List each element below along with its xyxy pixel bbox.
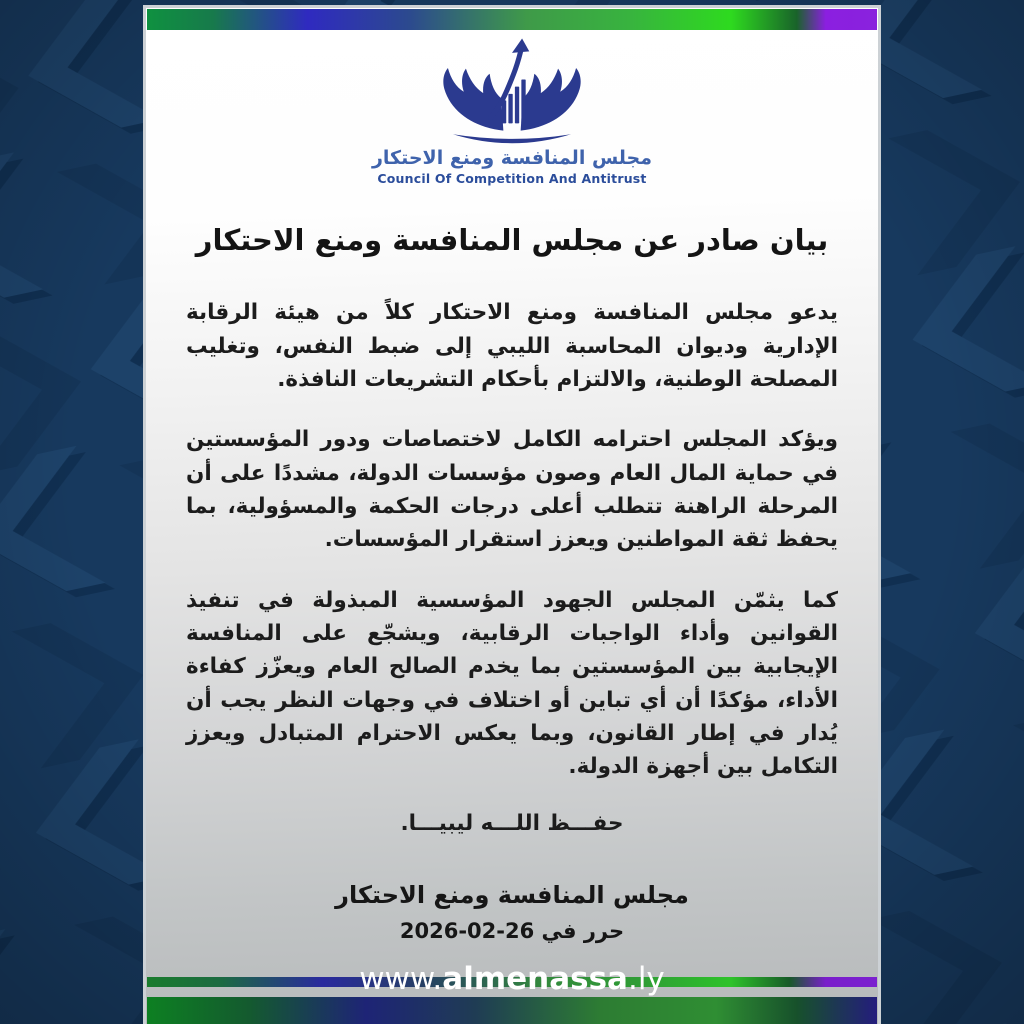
date-value: 2026-02-26 <box>399 919 535 943</box>
logo-block <box>146 37 878 187</box>
paragraph-2: ويؤكد المجلس احترامه الكامل لاختصاصات ودور المؤسستين في حماية المال العام وصون مؤسسات الدولة، مشددًا على أن المرحلة الراهنة تتطلب أعلى درجات الحكمة والمسؤولية، بما يحفظ ثقة المواطنين ويعزز استقرار المؤسسات. <box>186 427 838 553</box>
bottom-gradient-bar <box>147 997 877 1024</box>
website-url <box>146 962 878 998</box>
date-label: حرر في <box>541 919 625 943</box>
website-tld: .ly <box>627 961 665 998</box>
website-prefix: www. <box>359 961 443 998</box>
logo-english-name: Council Of Competition And Antitrust <box>377 170 647 186</box>
closing-prayer: حفـــظ اللـــه ليبيـــا. <box>400 810 624 836</box>
statement-title: بيان صادر عن مجلس المنافسة ومنع الاحتكار <box>195 223 829 258</box>
council-logo-icon <box>432 37 592 145</box>
signature-block <box>146 880 878 943</box>
signature-name: مجلس المنافسة ومنع الاحتكار <box>335 880 689 909</box>
date-line <box>146 919 878 943</box>
paragraph-1: يدعو مجلس المنافسة ومنع الاحتكار كلاً من هيئة الرقابة الإدارية وديوان المحاسبة الليبي إلى ضبط النفس، وتغليب المصلحة الوطنية، والالتزام بأحكام التشريعات النافذة. <box>186 300 838 393</box>
website-name: almenassa <box>442 961 628 998</box>
statement-card <box>143 5 881 1024</box>
statement-body <box>186 296 838 839</box>
logo-arabic-name: مجلس المنافسة ومنع الاحتكار <box>371 147 653 169</box>
top-gradient-bar <box>147 9 877 30</box>
paragraph-3: كما يثمّن المجلس الجهود المؤسسية المبذولة في تنفيذ القوانين وأداء الواجبات الرقابية، ويشجّع على المنافسة الإيجابية بين المؤسستين بما يخدم الصالح العام ويعزّز كفاءة الأداء، مؤكدًا أن أي تباين أو اختلاف في وجهات النظر يجب أن يُدار في إطار القانون، وبما يعكس الاحترام المتبادل ويعزز التكامل بين أجهزة الدولة. <box>186 587 838 780</box>
